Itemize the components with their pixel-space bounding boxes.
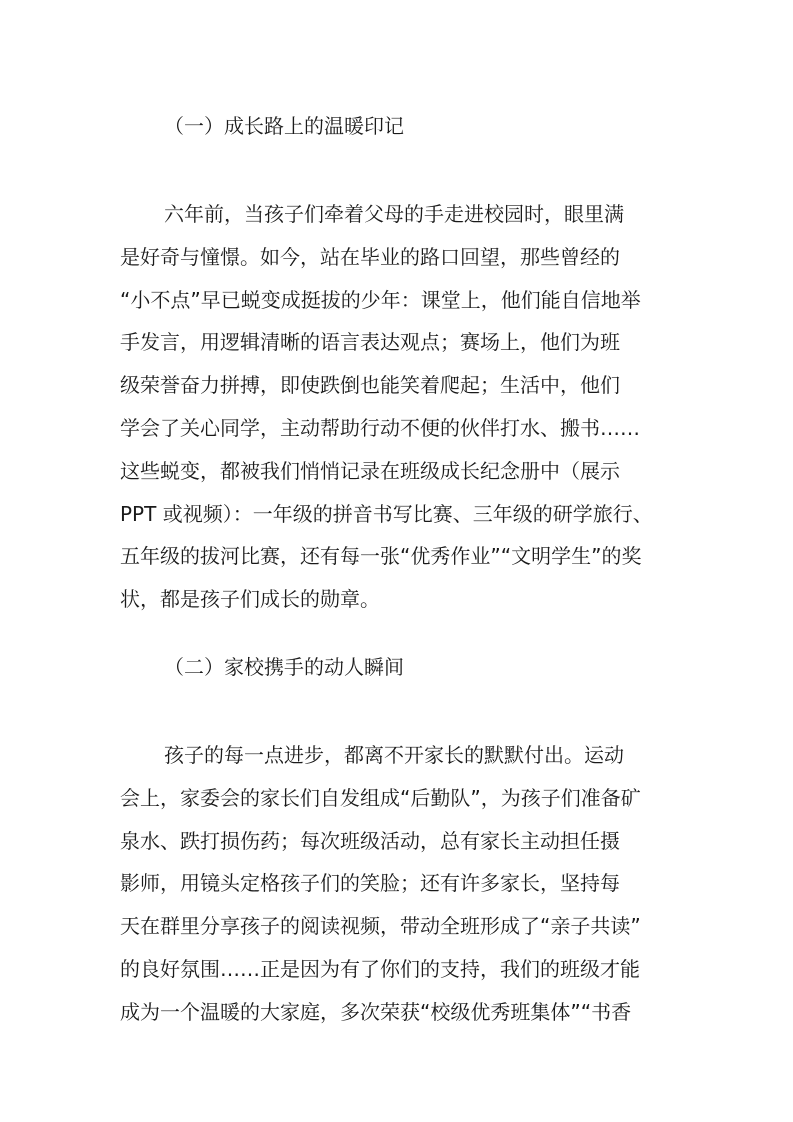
paragraph-line: 影师，用镜头定格孩子们的笑脸；还有许多家长，坚持每 [120, 871, 620, 896]
paragraph-line: PPT 或视频）：一年级的拼音书写比赛、三年级的研学旅行、 [120, 501, 653, 526]
paragraph-line: 成为一个温暖的大家庭，多次荣获“校级优秀班集体”“书香 [120, 999, 632, 1024]
paragraph-growth [120, 193, 680, 621]
paragraph-line: 状，都是孩子们成长的勋章。 [120, 587, 380, 612]
paragraph-line: 泉水、跌打损伤药；每次班级活动，总有家长主动担任摄 [120, 828, 620, 853]
section-heading-home-school: （二）家校携手的动人瞬间 [164, 655, 404, 679]
paragraph-line: 手发言，用逻辑清晰的语言表达观点；赛场上，他们为班 [120, 330, 620, 355]
paragraph-line: 学会了关心同学，主动帮助行动不便的伙伴打水、搬书…… [120, 415, 640, 440]
paragraph-line: 的良好氛围……正是因为有了你们的支持，我们的班级才能 [120, 956, 640, 981]
paragraph-line: 是好奇与憧憬。如今，站在毕业的路口回望，那些曾经的 [120, 244, 620, 269]
paragraph-line: 级荣誉奋力拼搏，即使跌倒也能笑着爬起；生活中，他们 [120, 373, 620, 398]
paragraph-line: 五年级的拔河比赛，还有每一张“优秀作业”“文明学生”的奖 [120, 544, 642, 569]
section-heading-growth: （一）成长路上的温暖印记 [164, 114, 404, 138]
paragraph-line: 天在群里分享孩子的阅读视频，带动全班形成了“亲子共读” [120, 914, 641, 939]
paragraph-line: “小不点”早已蜕变成挺拔的少年：课堂上，他们能自信地举 [120, 287, 641, 312]
paragraph-home-school [120, 734, 680, 1034]
paragraph-line: 孩子的每一点进步，都离不开家长的默默付出。运动 [164, 743, 624, 767]
paragraph-line: 会上，家委会的家长们自发组成“后勤队”，为孩子们准备矿 [120, 785, 641, 810]
paragraph-line: 六年前，当孩子们牵着父母的手走进校园时，眼里满 [164, 202, 624, 226]
paragraph-line: 这些蜕变，都被我们悄悄记录在班级成长纪念册中（展示 [120, 458, 620, 483]
